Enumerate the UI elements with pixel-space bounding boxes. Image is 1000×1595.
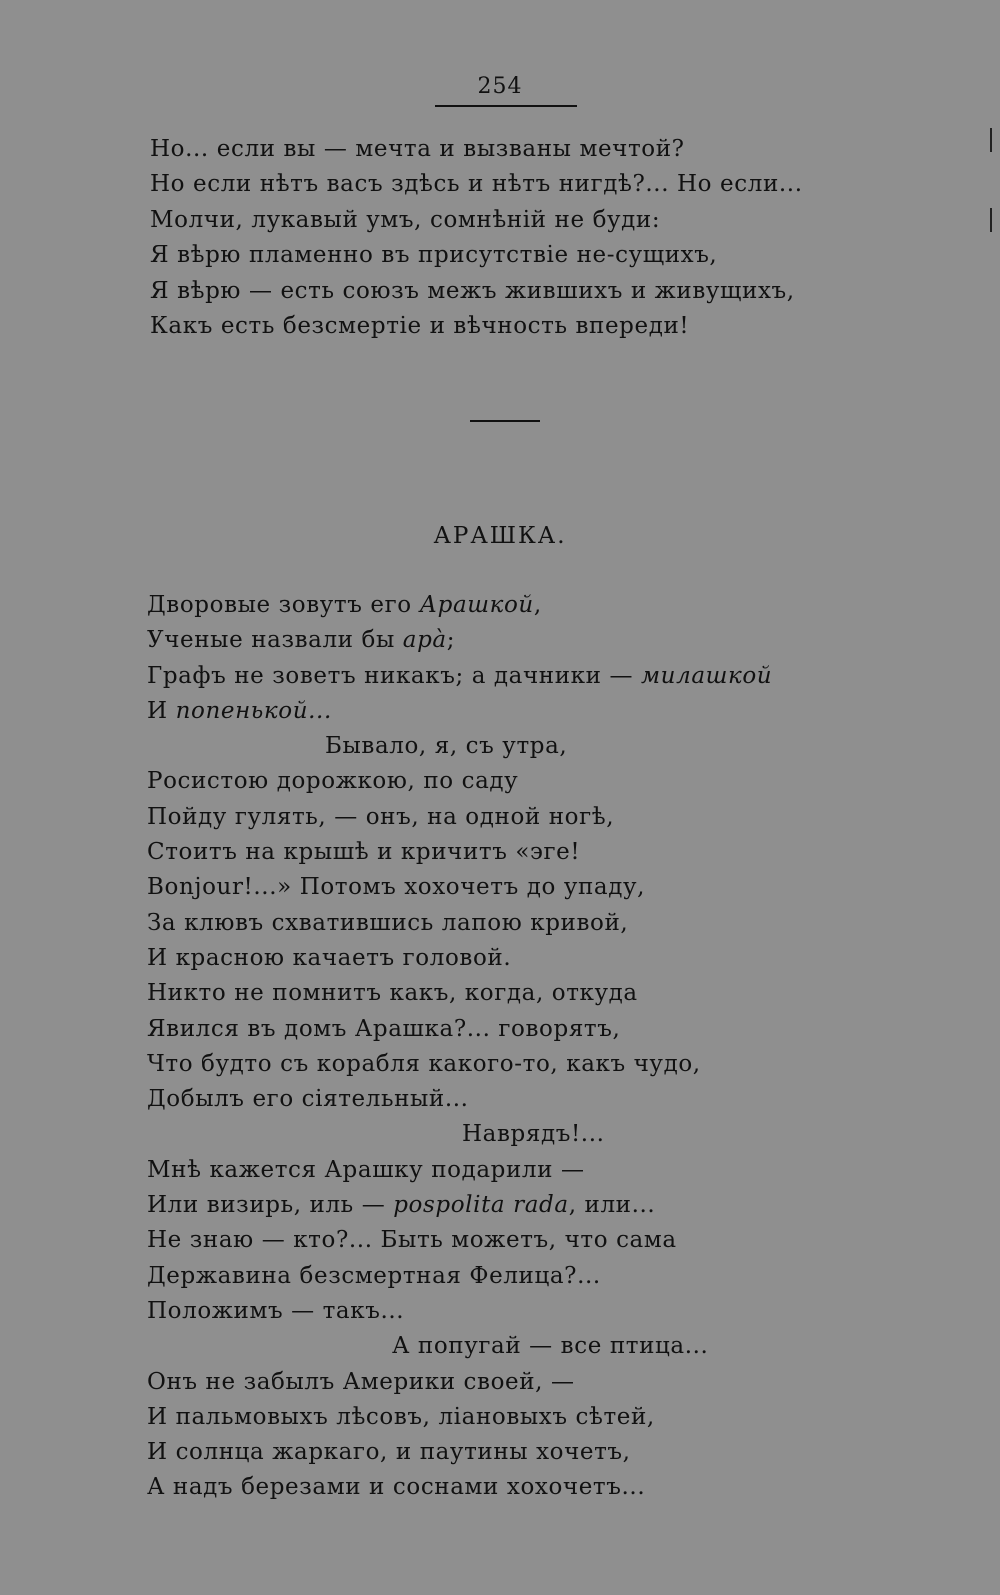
poem-line: Или визирь, иль — pospolita rada, или... — [147, 1192, 656, 1219]
poem-line: Добылъ его сіятельный... — [147, 1086, 469, 1113]
stanza-line: Я вѣрю пламенно въ присутствіе не-сущихъ, — [150, 242, 718, 269]
poem-line: А попугай — все птица... — [392, 1333, 709, 1360]
scan-edge-mark — [990, 128, 992, 152]
poem-line: И красною качаетъ головой. — [147, 944, 512, 971]
poem-body — [147, 588, 772, 1506]
page-number-rule — [435, 105, 577, 107]
scan-edge-mark — [990, 208, 992, 232]
poem-line: Мнѣ кажется Арашку подарили — — [147, 1156, 585, 1183]
poem-title: АРАШКА. — [433, 523, 567, 549]
section-divider — [470, 420, 540, 422]
poem-line: Ученые назвали бы ара̀; — [147, 627, 456, 654]
italic-word: Арашкой — [419, 592, 534, 618]
italic-word: попенькой... — [175, 697, 332, 724]
poem-line: И попенькой... — [147, 697, 332, 724]
stanza-line: Но... если вы — мечта и вызваны мечтой? — [150, 136, 685, 162]
stanza-line: Молчи, лукавый умъ, сомнѣній не буди: — [150, 206, 661, 233]
stanza-line: Я вѣрю — есть союзъ межъ жившихъ и живущихъ, — [150, 277, 795, 304]
poem-line: Никто не помнитъ какъ, когда, откуда — [147, 980, 638, 1007]
stanza-line: Но если нѣтъ васъ здѣсь и нѣтъ нигдѣ?... Но если... — [150, 171, 803, 198]
poem-line: Онъ не забылъ Америки своей, — — [147, 1368, 575, 1395]
poem-line: Дворовые зовутъ его Арашкой, — [147, 592, 542, 618]
poem-line: Bonjour!...» Потомъ хохочетъ до упаду, — [147, 874, 646, 901]
poem-line: Державина безсмертная Фелица?... — [147, 1262, 601, 1289]
poem-line: Росистою дорожкою, по саду — [147, 768, 519, 795]
poem-line: Пойду гулять, — онъ, на одной ногѣ, — [147, 803, 615, 830]
stanza-fragment — [150, 132, 803, 344]
poem-line: Бывало, я, съ утра, — [325, 733, 568, 760]
poem-line: Положимъ — такъ... — [147, 1297, 405, 1324]
poem-line: И пальмовыхъ лѣсовъ, ліановыхъ сѣтей, — [147, 1403, 655, 1430]
poem-line: Явился въ домъ Арашка?... говорятъ, — [147, 1015, 621, 1042]
italic-word: pospolita rada — [393, 1192, 569, 1219]
poem-line: Стоитъ на крышѣ и кричитъ «эге! — [147, 839, 581, 866]
page-number: 254 — [477, 74, 523, 99]
italic-word: ара̀ — [402, 627, 447, 654]
italic-word: милашкой — [641, 662, 773, 689]
poem-line: И солнца жаркаго, и паутины хочетъ, — [147, 1439, 631, 1466]
poem-line: А надъ березами и соснами хохочетъ... — [147, 1474, 646, 1501]
poem-line: Наврядъ!... — [462, 1121, 605, 1148]
stanza-line: Какъ есть безсмертіе и вѣчность впереди! — [150, 312, 690, 339]
poem-line: Что будто съ корабля какого-то, какъ чудо, — [147, 1050, 701, 1077]
poem-line: За клювъ схватившись лапою кривой, — [147, 909, 629, 936]
poem-line: Графъ не зоветъ никакъ; а дачники — милашкой — [147, 662, 773, 689]
poem-line: Не знаю — кто?... Быть можетъ, что сама — [147, 1227, 677, 1254]
